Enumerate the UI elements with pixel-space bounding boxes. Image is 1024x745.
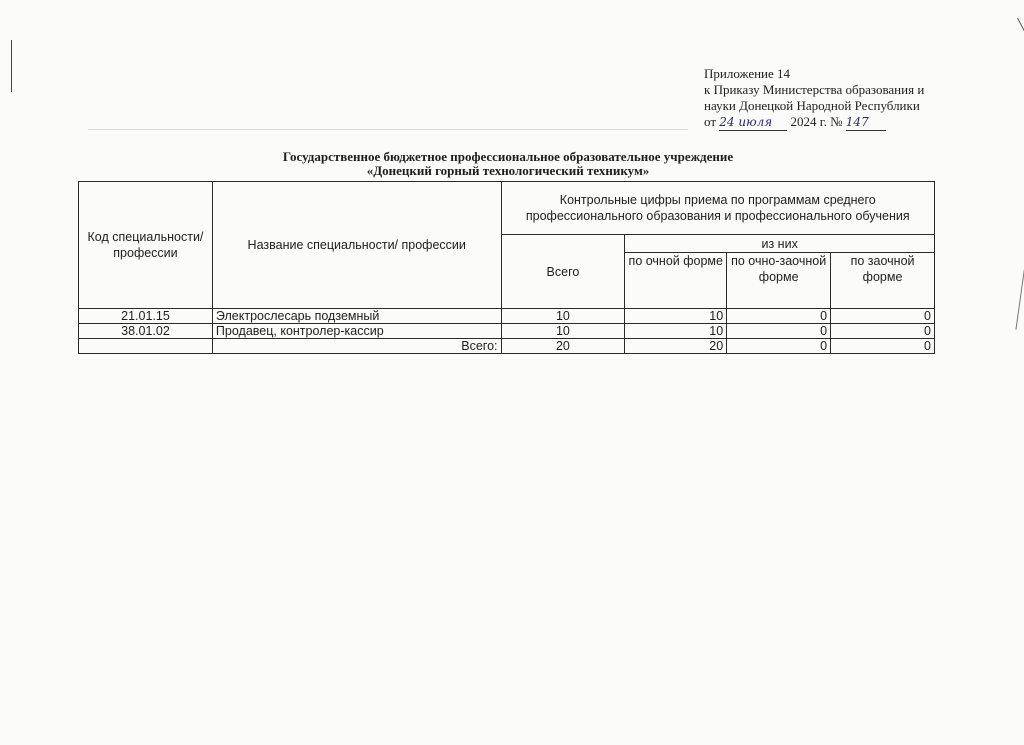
header-code: Код специальности/ профессии: [79, 182, 213, 309]
cell-name: Продавец, контролер-кассир: [212, 324, 501, 339]
header-admission-figures: Контрольные цифры приема по программам среднего профессионального образования и профессионального обучения: [501, 182, 934, 235]
cell-empty: [79, 339, 213, 354]
heading-line-1: Государственное бюджетное профессиональное образовательное учреждение: [282, 149, 734, 164]
summary-correspondence: 0: [831, 339, 935, 354]
summary-part-time: 0: [727, 339, 831, 354]
summary-label: Всего:: [212, 339, 501, 354]
cell-code: 38.01.02: [79, 324, 213, 339]
summary-full-time: 20: [625, 339, 727, 354]
cell-part-time: 0: [727, 324, 831, 339]
annex-line-3: науки Донецкой Народной Республики: [704, 98, 920, 113]
handwritten-number: 147: [846, 114, 886, 131]
annex-date-line: [704, 114, 924, 131]
cell-full-time: 10: [625, 309, 727, 324]
admission-table: [78, 181, 935, 354]
heading-line-2: «Донецкий горный технологический техникум»: [366, 163, 650, 178]
header-total: Всего: [501, 235, 625, 309]
scan-line: [88, 129, 688, 130]
header-correspondence: по заочной форме: [831, 253, 935, 309]
annex-block: [704, 66, 924, 131]
handwritten-date: 24 июля: [719, 114, 787, 131]
header-name: Название специальности/ профессии: [212, 182, 501, 309]
summary-total: 20: [501, 339, 625, 354]
summary-row: [79, 339, 935, 354]
cell-total: 10: [501, 324, 625, 339]
cell-name: Электрослесарь подземный: [212, 309, 501, 324]
year-text: 2024 г. №: [790, 114, 843, 129]
annex-title: Приложение 14: [704, 66, 791, 81]
scan-corner-mark: [1017, 18, 1024, 71]
header-part-time: по очно-заочной форме: [727, 253, 831, 309]
annex-line-2: к Приказу Министерства образования и: [704, 82, 925, 97]
table-row: [79, 309, 935, 324]
header-of-which: из них: [625, 235, 935, 253]
date-prefix: от: [704, 114, 717, 129]
cell-correspondence: 0: [831, 324, 935, 339]
scan-edge-mark-right: [1015, 250, 1024, 329]
cell-code: 21.01.15: [79, 309, 213, 324]
cell-part-time: 0: [727, 309, 831, 324]
header-full-time: по очной форме: [625, 253, 727, 309]
scan-edge-mark: [11, 40, 12, 92]
cell-total: 10: [501, 309, 625, 324]
cell-full-time: 10: [625, 324, 727, 339]
table-row: [79, 324, 935, 339]
institution-heading: [80, 150, 936, 178]
cell-correspondence: 0: [831, 309, 935, 324]
